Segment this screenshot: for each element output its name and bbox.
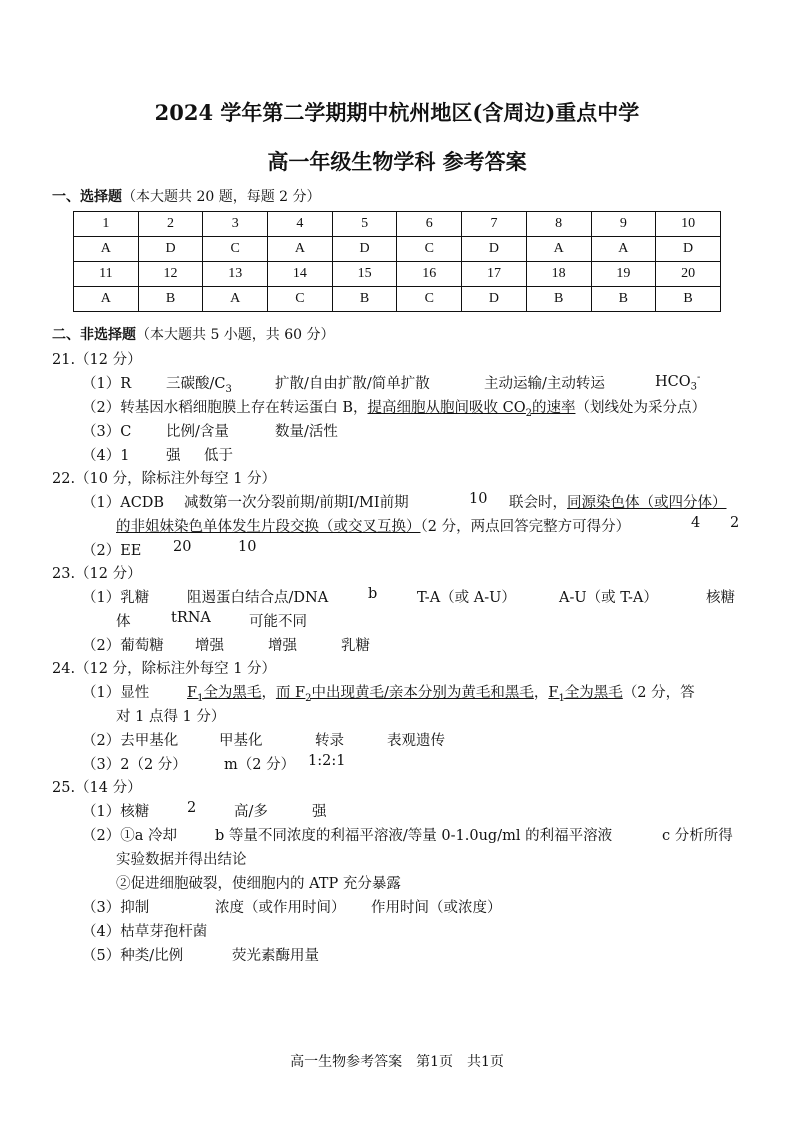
q24-line4: （3）2（2 分） m（2 分） 1:2:1 (82, 753, 346, 773)
question-number: 2 (138, 212, 203, 237)
q21-line3: （3）C 比例/含量 数量/活性 (82, 424, 338, 440)
answer-cell: B (332, 287, 397, 312)
q21-line1: （1）R 三碳酸$/C_3$ 扩散/自由扩散/简单扩散 主动运输/主动转运 $HCO_3^-$ (82, 372, 701, 395)
question-number: 4 (268, 212, 333, 237)
question-number: 7 (462, 212, 527, 237)
answer-cell: C (268, 287, 333, 312)
document-title: 2024 学年第二学期期中杭州地区(含周边)重点中学 (154, 100, 640, 125)
q23-line3: （2）葡萄糖 增强 增强 乳糖 (82, 638, 370, 654)
answer-cell: B (526, 287, 591, 312)
question-number: 17 (462, 262, 527, 287)
table-row (74, 262, 721, 287)
question-number: 15 (332, 262, 397, 287)
q25-line6: （4）枯草芽孢杆菌 (82, 924, 208, 940)
table-row (74, 237, 721, 262)
question-number: 20 (656, 262, 721, 287)
q24-line1: （1）显性 $F_1$全为黑毛，而 $F_2$中出现黄毛/亲本分别为黄毛和黑毛，$F_1$全为黑毛（2 分，答 (82, 685, 695, 704)
q24-line2: 对 1 点得 1 分） (116, 709, 226, 725)
answer-cell: A (591, 237, 656, 262)
answer-cell: D (138, 237, 203, 262)
section2-heading: 二、非选择题（本大题共 5 小题，共 60 分） (52, 327, 335, 343)
section1-heading: 一、选择题（本大题共 20 题，每题 2 分） (52, 189, 321, 205)
question-number: 13 (203, 262, 268, 287)
question-number: 1 (74, 212, 139, 237)
q23-line1: （1）乳糖 阻遏蛋白结合点/DNA b T-A（或 A-U） A-U（或 T-A） 核糖 (82, 586, 735, 606)
answer-cell: C (203, 237, 268, 262)
answer-cell: A (203, 287, 268, 312)
table-row (74, 212, 721, 237)
q23-line2: 体 tRNA 可能不同 (116, 610, 307, 630)
q22-line2: 的非姐妹染色单体发生片段交换（或交叉互换）（2 分，两点回答完整方可得分） 4 2 (116, 515, 740, 535)
question-number: 18 (526, 262, 591, 287)
answer-table (73, 211, 721, 312)
answer-cell: D (462, 287, 527, 312)
q25-line1: （1）核糖 2 高/多 强 (82, 800, 327, 820)
question-number: 16 (397, 262, 462, 287)
document-subtitle: 高一年级生物学科 参考答案 (267, 149, 527, 174)
q25-line4: ②促进细胞破裂，使细胞内的 ATP 充分暴露 (116, 876, 401, 892)
question-number: 12 (138, 262, 203, 287)
table-row (74, 287, 721, 312)
answer-cell: A (74, 287, 139, 312)
q21-line4: （4）1 强 低于 (82, 448, 233, 464)
answer-cell: D (462, 237, 527, 262)
question-number: 11 (74, 262, 139, 287)
q23-heading: 23.（12 分） (52, 566, 142, 582)
question-number: 19 (591, 262, 656, 287)
page-footer: 高一生物参考答案 第1页 共1页 (290, 1054, 504, 1070)
q22-line3: （2）EE 20 10 (82, 539, 257, 559)
q25-line3: 实验数据并得出结论 (116, 852, 247, 868)
answer-cell: B (591, 287, 656, 312)
question-number: 8 (526, 212, 591, 237)
answer-cell: C (397, 287, 462, 312)
answer-cell: A (526, 237, 591, 262)
answer-cell: B (138, 287, 203, 312)
q24-line3: （2）去甲基化 甲基化 转录 表观遗传 (82, 733, 445, 749)
answer-cell: C (397, 237, 462, 262)
answer-cell: A (74, 237, 139, 262)
answer-cell: A (268, 237, 333, 262)
q25-line5: （3）抑制 浓度（或作用时间） 作用时间（或浓度） (82, 900, 502, 916)
question-number: 9 (591, 212, 656, 237)
q25-line7: （5）种类/比例 荧光素酶用量 (82, 948, 319, 964)
q25-line2: （2）①a 冷却 b 等量不同浓度的利福平溶液/等量 0-1.0ug/ml 的利福平溶液 c 分析所得 (82, 828, 733, 844)
q22-line1: （1）ACDB 减数第一次分裂前期/前期Ⅰ/MⅠ前期 10 联会时，同源染色体（或四分体） (82, 491, 727, 511)
q22-heading: 22.（10 分，除标注外每空 1 分） (52, 471, 277, 487)
answer-cell: D (656, 237, 721, 262)
answer-cell: D (332, 237, 397, 262)
q21-line2: （2）转基因水稻细胞膜上存在转运蛋白 B，提高细胞从胞间吸收 $CO_2$的速率（划线处为采分点） (82, 400, 706, 419)
question-number: 3 (203, 212, 268, 237)
question-number: 6 (397, 212, 462, 237)
q21-heading: 21.（12 分） (52, 352, 142, 368)
answer-cell: B (656, 287, 721, 312)
q24-heading: 24.（12 分，除标注外每空 1 分） (52, 661, 277, 677)
question-number: 5 (332, 212, 397, 237)
question-number: 14 (268, 262, 333, 287)
q25-heading: 25.（14 分） (52, 780, 142, 796)
question-number: 10 (656, 212, 721, 237)
